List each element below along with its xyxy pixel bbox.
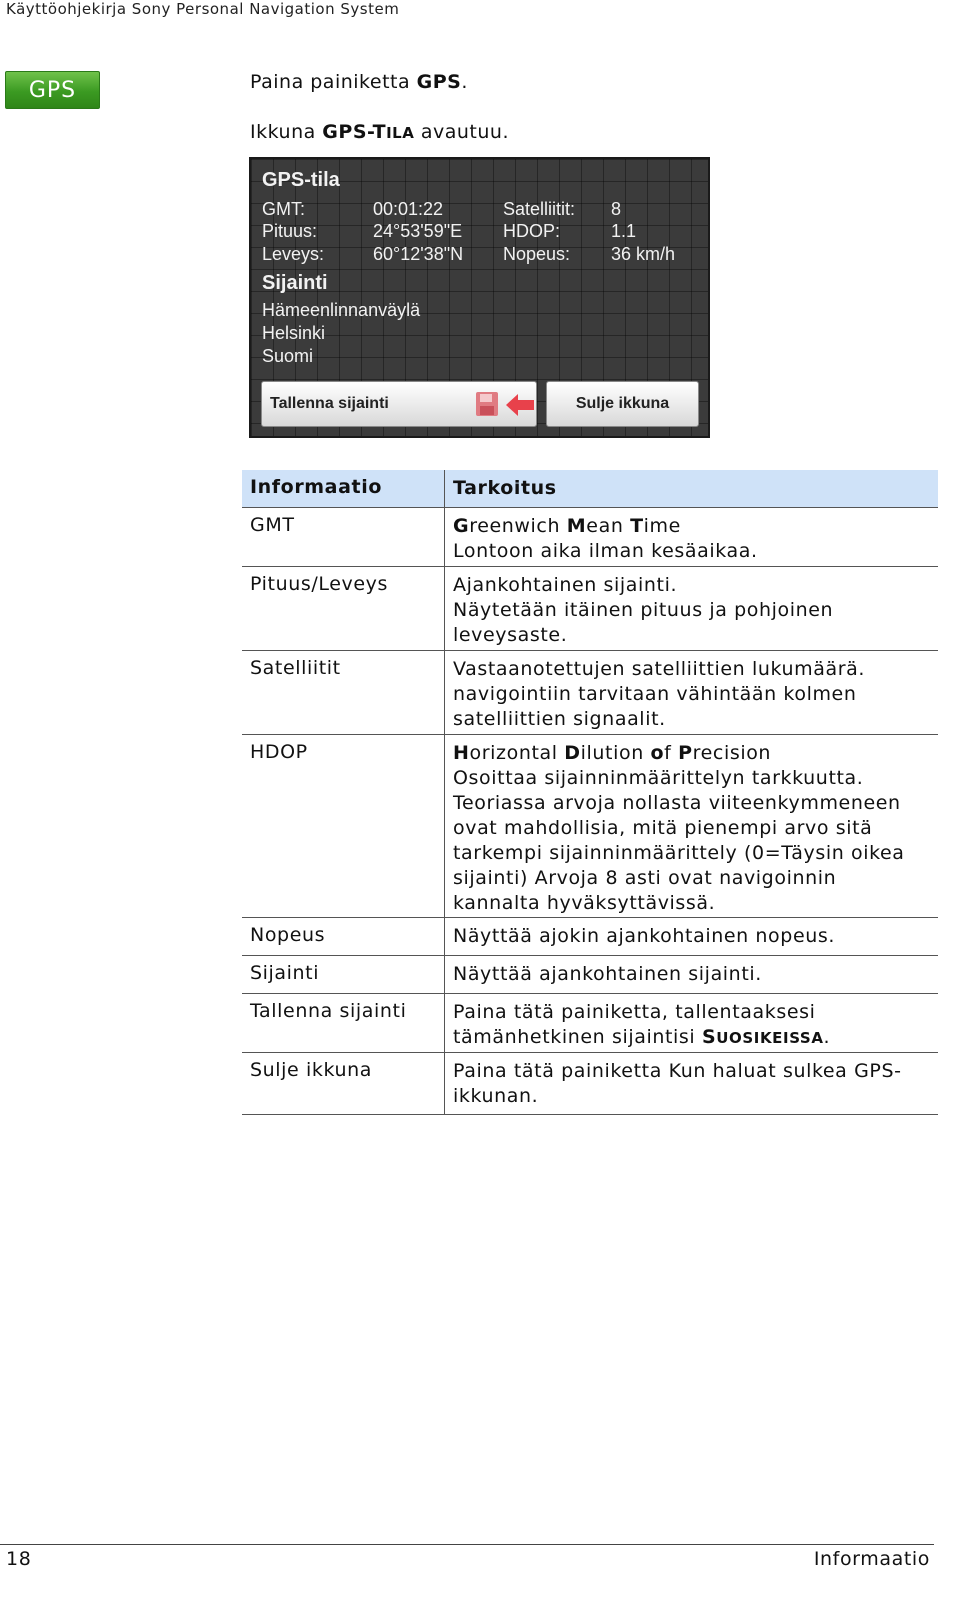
hdop-label: HDOP: <box>503 221 561 241</box>
longitude-label: Pituus: <box>262 221 318 241</box>
gmt-value: 00:01:22 <box>373 199 444 219</box>
gps-window-title: GPS-tila <box>262 169 340 191</box>
row-purpose: Paina tätä painiketta, tallentaaksesi tämänhetkinen sijaintisi SUOSIKEISSA. <box>444 994 938 1052</box>
location-street: Hämeenlinnanväylä <box>262 300 421 320</box>
footer-divider <box>0 1544 934 1545</box>
table-header-row <box>242 470 938 508</box>
table-row <box>242 508 938 567</box>
hdop-expansion: Horizontal Dilution of Precision <box>453 742 772 764</box>
save-location-button[interactable] <box>261 381 537 427</box>
longitude-value: 24°53'59"E <box>373 221 463 241</box>
gps-button-icon: GPS <box>5 71 100 109</box>
speed-value: 36 km/h <box>611 244 676 264</box>
satellites-value: 8 <box>611 199 622 219</box>
header-purpose: Tarkoitus <box>444 470 938 507</box>
row-purpose: Paina tätä painiketta Kun haluat sulkea GPS- ikkunan. <box>444 1053 938 1114</box>
header-info: Informaatio <box>250 476 382 498</box>
row-info-satellites: Satelliitit <box>250 657 341 679</box>
instruction-press-gps: Paina painiketta GPS. <box>250 71 468 93</box>
save-location-label: Tallenna sijainti <box>270 395 389 412</box>
table-row <box>242 918 938 956</box>
close-window-button[interactable] <box>546 381 699 427</box>
table-row <box>242 956 938 994</box>
location-city: Helsinki <box>262 323 326 343</box>
speed-label: Nopeus: <box>503 244 571 264</box>
latitude-value: 60°12'38"N <box>373 244 464 264</box>
row-info-location: Sijainti <box>250 962 320 984</box>
document-header: Käyttöohjekirja Sony Personal Navigation System <box>6 0 400 18</box>
gmt-expansion: Greenwich Mean Time <box>453 515 681 537</box>
table-row <box>242 651 938 735</box>
location-country: Suomi <box>262 346 314 366</box>
save-disk-icon <box>475 391 499 417</box>
row-purpose: Vastaanotettujen satelliittien lukumäärä. navigointiin tarvitaan vähintään kolmen satelliittien signaalit. <box>444 651 938 734</box>
row-purpose: Näyttää ajokin ajankohtainen nopeus. <box>444 918 938 955</box>
row-purpose: Näyttää ajankohtainen sijainti. <box>444 956 938 993</box>
row-purpose: Horizontal Dilution of Precision Osoittaa sijainninmäärittelyn tarkkuutta. Teoriassa arvoja nollasta viiteenkymmeneen ovat mahdollisia, mitä pienempi arvo sitä tarkempi sijainninmäärittely (0=Täysin oikea sijainti) Arvoja 8 asti ovat navigoinnin kannalta hyväksyttävissä. <box>444 735 938 917</box>
table-row <box>242 1053 938 1115</box>
table-row <box>242 994 938 1053</box>
instruction-window-opens: Ikkuna GPS-TILA avautuu. <box>250 121 509 143</box>
page-number: 18 <box>6 1548 32 1570</box>
row-info-gmt: GMT <box>250 514 295 536</box>
row-info-position: Pituus/Leveys <box>250 573 388 595</box>
table-row <box>242 735 938 918</box>
favorites-line: tämänhetkinen sijaintisi SUOSIKEISSA. <box>453 1026 831 1048</box>
row-info-speed: Nopeus <box>250 924 326 946</box>
latitude-label: Leveys: <box>262 244 325 264</box>
satellites-label: Satelliitit: <box>503 199 576 219</box>
info-table <box>242 470 938 1115</box>
gps-status-window <box>249 157 710 438</box>
row-purpose: Ajankohtainen sijainti. Näytetään itäinen pituus ja pohjoinen leveysaste. <box>444 567 938 650</box>
arrow-left-icon <box>506 394 534 416</box>
section-name: Informaatio <box>813 1548 930 1570</box>
row-info-save-location: Tallenna sijainti <box>250 1000 407 1022</box>
close-window-label: Sulje ikkuna <box>575 395 670 412</box>
gps-keyword: GPS <box>416 71 462 93</box>
row-purpose: Greenwich Mean Time Lontoon aika ilman kesäaikaa. <box>444 508 938 566</box>
hdop-value: 1.1 <box>611 221 637 241</box>
row-info-close-window: Sulje ikkuna <box>250 1059 373 1081</box>
table-row <box>242 567 938 651</box>
row-info-hdop: HDOP <box>250 741 308 763</box>
gmt-label: GMT: <box>262 199 305 219</box>
location-heading: Sijainti <box>262 272 328 294</box>
